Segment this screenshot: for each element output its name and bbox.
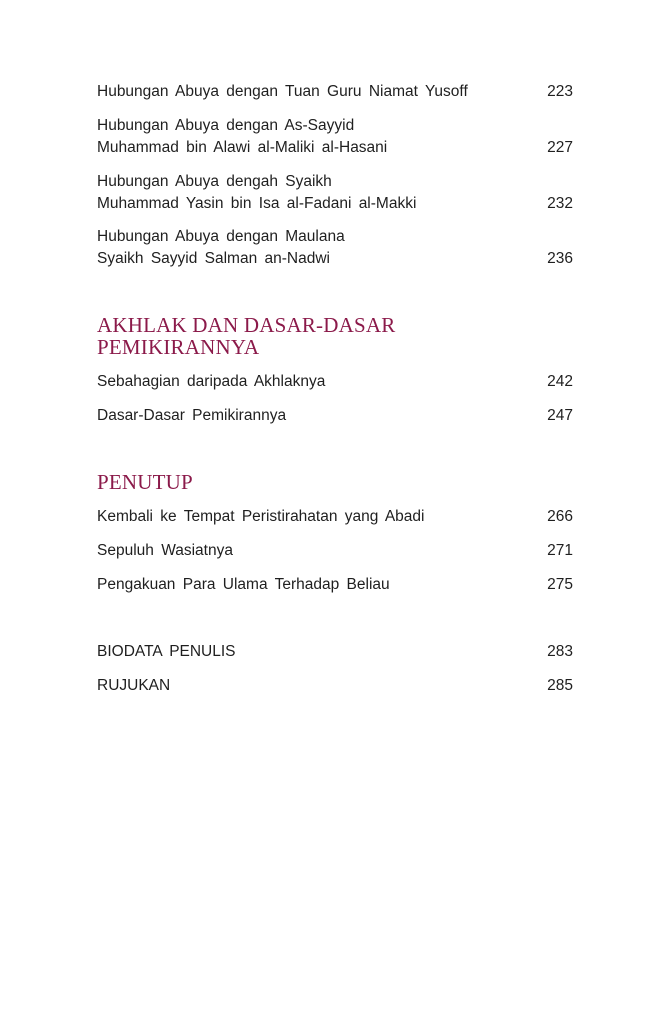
toc-entry-akhlaknya [97, 371, 573, 393]
toc-entry-title-line1: Hubungan Abuya dengan As-Sayyid [97, 117, 355, 134]
toc-entry-biodata [97, 641, 573, 663]
toc-entry-title: Pengakuan Para Ulama Terhadap Beliau [97, 576, 390, 593]
toc-entry-kembali [97, 506, 573, 528]
toc-entry-an-nadwi [97, 226, 573, 270]
toc-entry-rujukan [97, 675, 573, 697]
toc-entry-title-line2: Muhammad bin Alawi al-Maliki al-Hasani [97, 139, 388, 156]
toc-entry-title: BIODATA PENULIS [97, 643, 236, 660]
toc-entry-niamat-yusoff [97, 81, 573, 103]
toc-entry-title: Sepuluh Wasiatnya [97, 542, 233, 559]
toc-entry-title-line2: Syaikh Sayyid Salman an-Nadwi [97, 250, 330, 267]
toc-entry-page: 247 [547, 407, 573, 424]
section-heading-line2: PEMIKIRANNYA [97, 335, 260, 359]
toc-entry-title-line1: Hubungan Abuya dengah Syaikh [97, 173, 332, 190]
section-heading-line1: PENUTUP [97, 470, 193, 494]
toc-entry-page: 275 [547, 576, 573, 593]
section-heading-penutup [97, 471, 573, 493]
toc-entry-page: 242 [547, 373, 573, 390]
toc-entry-title: Kembali ke Tempat Peristirahatan yang Abadi [97, 508, 425, 525]
toc-entry-pengakuan [97, 574, 573, 596]
section-heading-akhlak [97, 314, 573, 358]
toc-entry-page: 223 [547, 83, 573, 100]
toc-entry-page: 266 [547, 508, 573, 525]
toc-entry-title: Sebahagian daripada Akhlaknya [97, 373, 326, 390]
toc-entry-page: 283 [547, 643, 573, 660]
toc-entry-al-fadani [97, 171, 573, 215]
toc-entry-page: 285 [547, 677, 573, 694]
toc-entry-page: 232 [547, 195, 573, 212]
toc-entry-title: Dasar-Dasar Pemikirannya [97, 407, 287, 424]
toc-entry-title-line2: Muhammad Yasin bin Isa al-Fadani al-Makki [97, 195, 417, 212]
toc-entry-wasiatnya [97, 540, 573, 562]
toc-entry-title: Hubungan Abuya dengan Tuan Guru Niamat Yusoff [97, 83, 468, 100]
toc-entry-pemikirannya [97, 405, 573, 427]
toc-entry-title-line1: Hubungan Abuya dengan Maulana [97, 228, 345, 245]
toc-entry-page: 236 [547, 250, 573, 267]
section-heading-line1: AKHLAK DAN DASAR-DASAR [97, 313, 396, 337]
toc-entry-al-maliki [97, 115, 573, 159]
toc-entry-page: 227 [547, 139, 573, 156]
toc-entry-page: 271 [547, 542, 573, 559]
toc-entry-title: RUJUKAN [97, 677, 171, 694]
